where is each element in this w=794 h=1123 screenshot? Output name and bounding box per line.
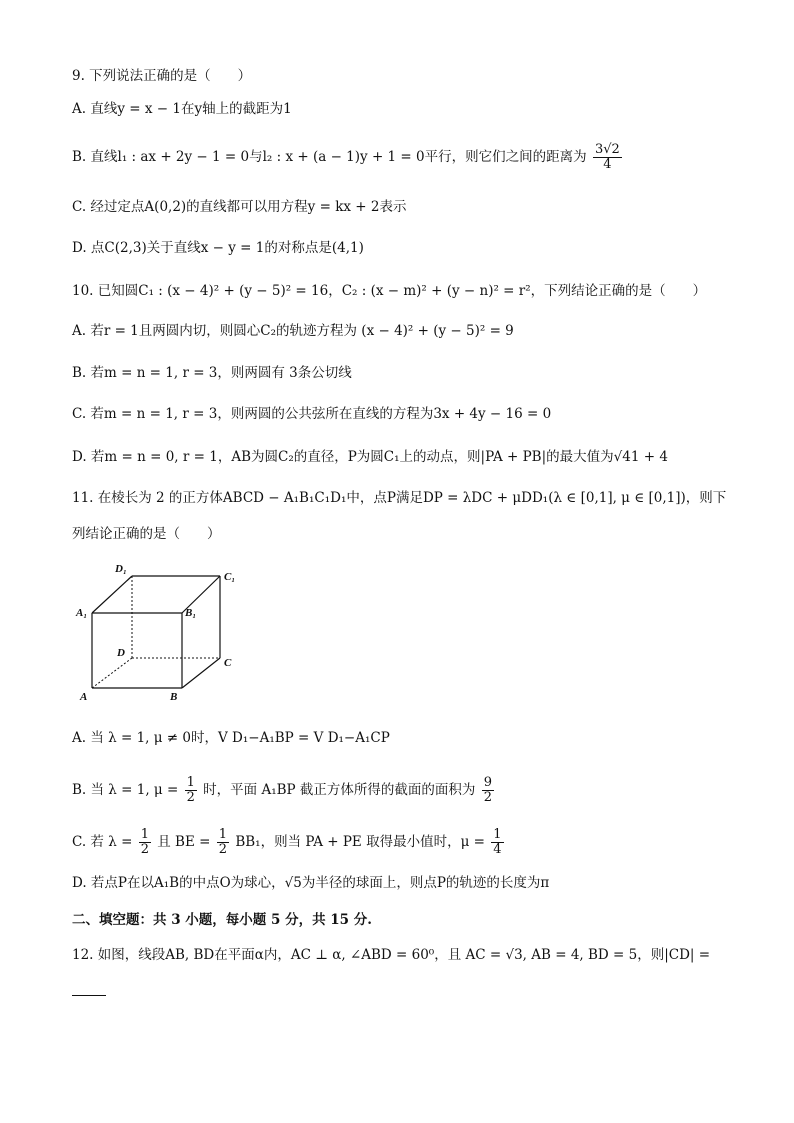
fraction-numerator: 3√2	[594, 142, 620, 157]
q11-option-c-text2: 且 BE =	[157, 834, 211, 850]
cube-figure	[72, 558, 252, 708]
q11-option-b-text2: 时，平面 A₁BP 截正方体所得的截面的面积为	[203, 782, 476, 798]
q11-option-d: D. 若点P在以A₁B的中点O为球心，√5为半径的球面上，则点P的轨迹的长度为π	[72, 875, 550, 891]
q11-stem-line2: 列结论正确的是（ ）	[72, 526, 221, 542]
fraction-denominator: 2	[140, 842, 149, 857]
label-a1: A₁	[76, 607, 88, 619]
fraction-numerator: 1	[218, 827, 228, 842]
q10-option-a: A. 若r = 1且两圆内切，则圆心C₂的轨迹方程为 (x − 4)² + (y − 5)² = 9	[72, 323, 514, 339]
label-b: B	[170, 691, 178, 703]
q11-option-c	[72, 828, 506, 857]
label-d1: D₁	[115, 563, 127, 575]
fraction	[593, 143, 622, 172]
fraction	[217, 828, 229, 857]
label-c1: C₁	[224, 571, 236, 583]
label-a: A	[80, 691, 88, 703]
q9-option-b	[72, 143, 624, 172]
section-heading: 二、填空题：共 3 小题，每小题 5 分，共 15 分.	[72, 912, 372, 928]
fraction-denominator: 2	[218, 842, 228, 857]
label-b1: B₁	[185, 607, 197, 619]
fraction	[139, 828, 151, 857]
fraction-numerator: 1	[186, 775, 195, 790]
fraction-denominator: 2	[483, 790, 492, 805]
q10-option-b: B. 若m = n = 1, r = 3，则两圆有 3条公切线	[72, 365, 352, 381]
q11-option-c-text3: BB₁，则当 PA + PE 取得最小值时，μ =	[235, 834, 485, 850]
q11-option-a: A. 当 λ = 1, μ ≠ 0时，V D₁−A₁BP = V D₁−A₁CP	[72, 730, 390, 746]
q11-option-c-text1: C. 若 λ =	[72, 834, 133, 850]
q9-stem: 9. 下列说法正确的是（ ）	[72, 68, 252, 84]
q11-option-b	[72, 776, 496, 805]
label-c: C	[224, 657, 232, 669]
q10-option-c: C. 若m = n = 1, r = 3，则两圆的公共弦所在直线的方程为3x + 4y − 16 = 0	[72, 406, 552, 422]
q9-option-a: A. 直线y = x − 1在y轴上的截距为1	[72, 101, 292, 117]
q10-stem: 10. 已知圆C₁ : (x − 4)² + (y − 5)² = 16，C₂ : (x − m)² + (y − n)² = r²，下列结论正确的是（ ）	[72, 283, 707, 299]
fraction-denominator: 4	[493, 842, 502, 857]
label-d: D	[117, 647, 125, 659]
fraction-numerator: 1	[493, 827, 502, 842]
q9-option-b-text: B. 直线l₁ : ax + 2y − 1 = 0与l₂ : x + (a − 1)y + 1 = 0平行，则它们之间的距离为	[72, 149, 587, 165]
fraction	[482, 776, 494, 805]
answer-blank[interactable]	[72, 995, 106, 996]
fraction	[185, 776, 197, 805]
fraction-denominator: 4	[603, 157, 612, 172]
q11-option-b-text1: B. 当 λ = 1, μ =	[72, 782, 179, 798]
fraction-numerator: 9	[483, 775, 492, 790]
q12-stem: 12. 如图，线段AB, BD在平面α内，AC ⊥ α, ∠ABD = 60⁰，且 AC = √3, AB = 4, BD = 5，则|CD| =	[72, 947, 711, 963]
q9-option-c: C. 经过定点A(0,2)的直线都可以用方程y = kx + 2表示	[72, 199, 407, 215]
q9-option-d: D. 点C(2,3)关于直线x − y = 1的对称点是(4,1)	[72, 240, 364, 256]
fraction-denominator: 2	[186, 790, 195, 805]
fraction	[491, 828, 503, 857]
q11-stem-line1: 11. 在棱长为 2 的正方体ABCD − A₁B₁C₁D₁中，点P满足DP = λDC + μDD₁(λ ∈ [0,1], μ ∈ [0,1])，则下	[72, 490, 727, 506]
fraction-numerator: 1	[140, 827, 149, 842]
q10-option-d: D. 若m = n = 0, r = 1，AB为圆C₂的直径，P为圆C₁上的动点，则|PA + PB|的最大值为√41 + 4	[72, 449, 668, 465]
